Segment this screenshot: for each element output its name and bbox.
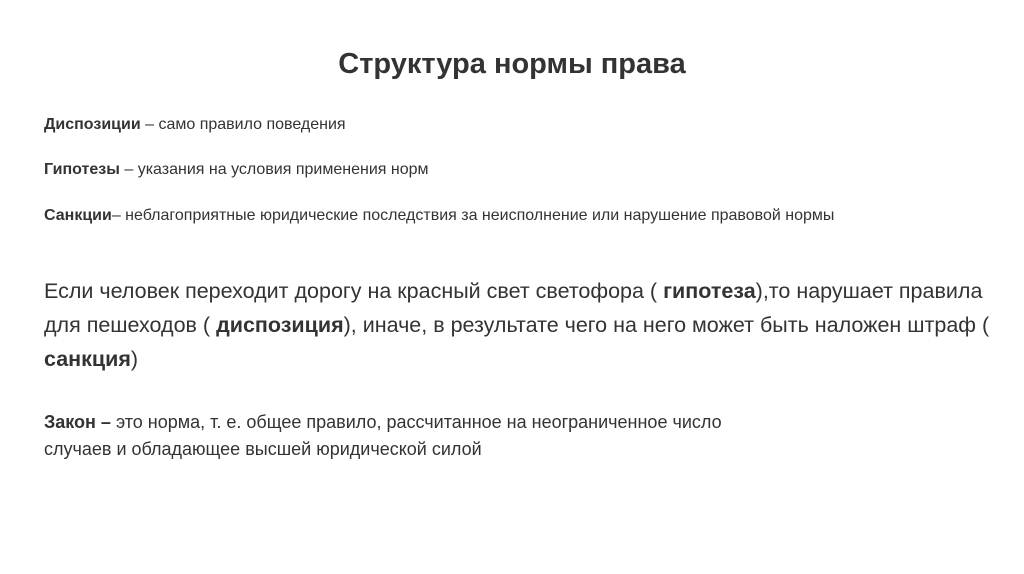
definition-term: Диспозиции [44,116,141,133]
law-definition [44,409,784,463]
slide-title: Структура нормы права [338,48,686,80]
definition-term: Гипотезы [44,161,120,178]
law-term: Закон – [44,412,116,432]
example-hypothesis-term: гипотеза [663,279,756,303]
definition-term: Санкции [44,207,112,224]
definition-sanction [44,203,994,229]
example-text: Если человек переходит дорогу на красный свет светофора ( [44,279,664,303]
definition-disposition [44,112,994,138]
definition-text: – неблагоприятные юридические последствия за неисполнение или нарушение правовой нормы [111,207,835,224]
definition-text: – указания на условия применения норм [119,161,429,178]
example-text: ),то нарушает правила для пешеходов ( [44,279,983,337]
example-disposition-term: диспозиция [216,313,344,337]
example-text: ), иначе, в результате чего на него может быть наложен штраф ( [343,313,990,337]
example-sanction-term: санкция [44,347,131,371]
definition-hypothesis [44,157,994,183]
law-text: это норма, т. е. общее правило, рассчитанное на неограниченное число случаев и обладающее высшей юридической силой [44,412,722,459]
definition-text: – само правило поведения [140,116,346,133]
example-paragraph [44,274,1004,376]
example-text: ) [130,347,139,371]
